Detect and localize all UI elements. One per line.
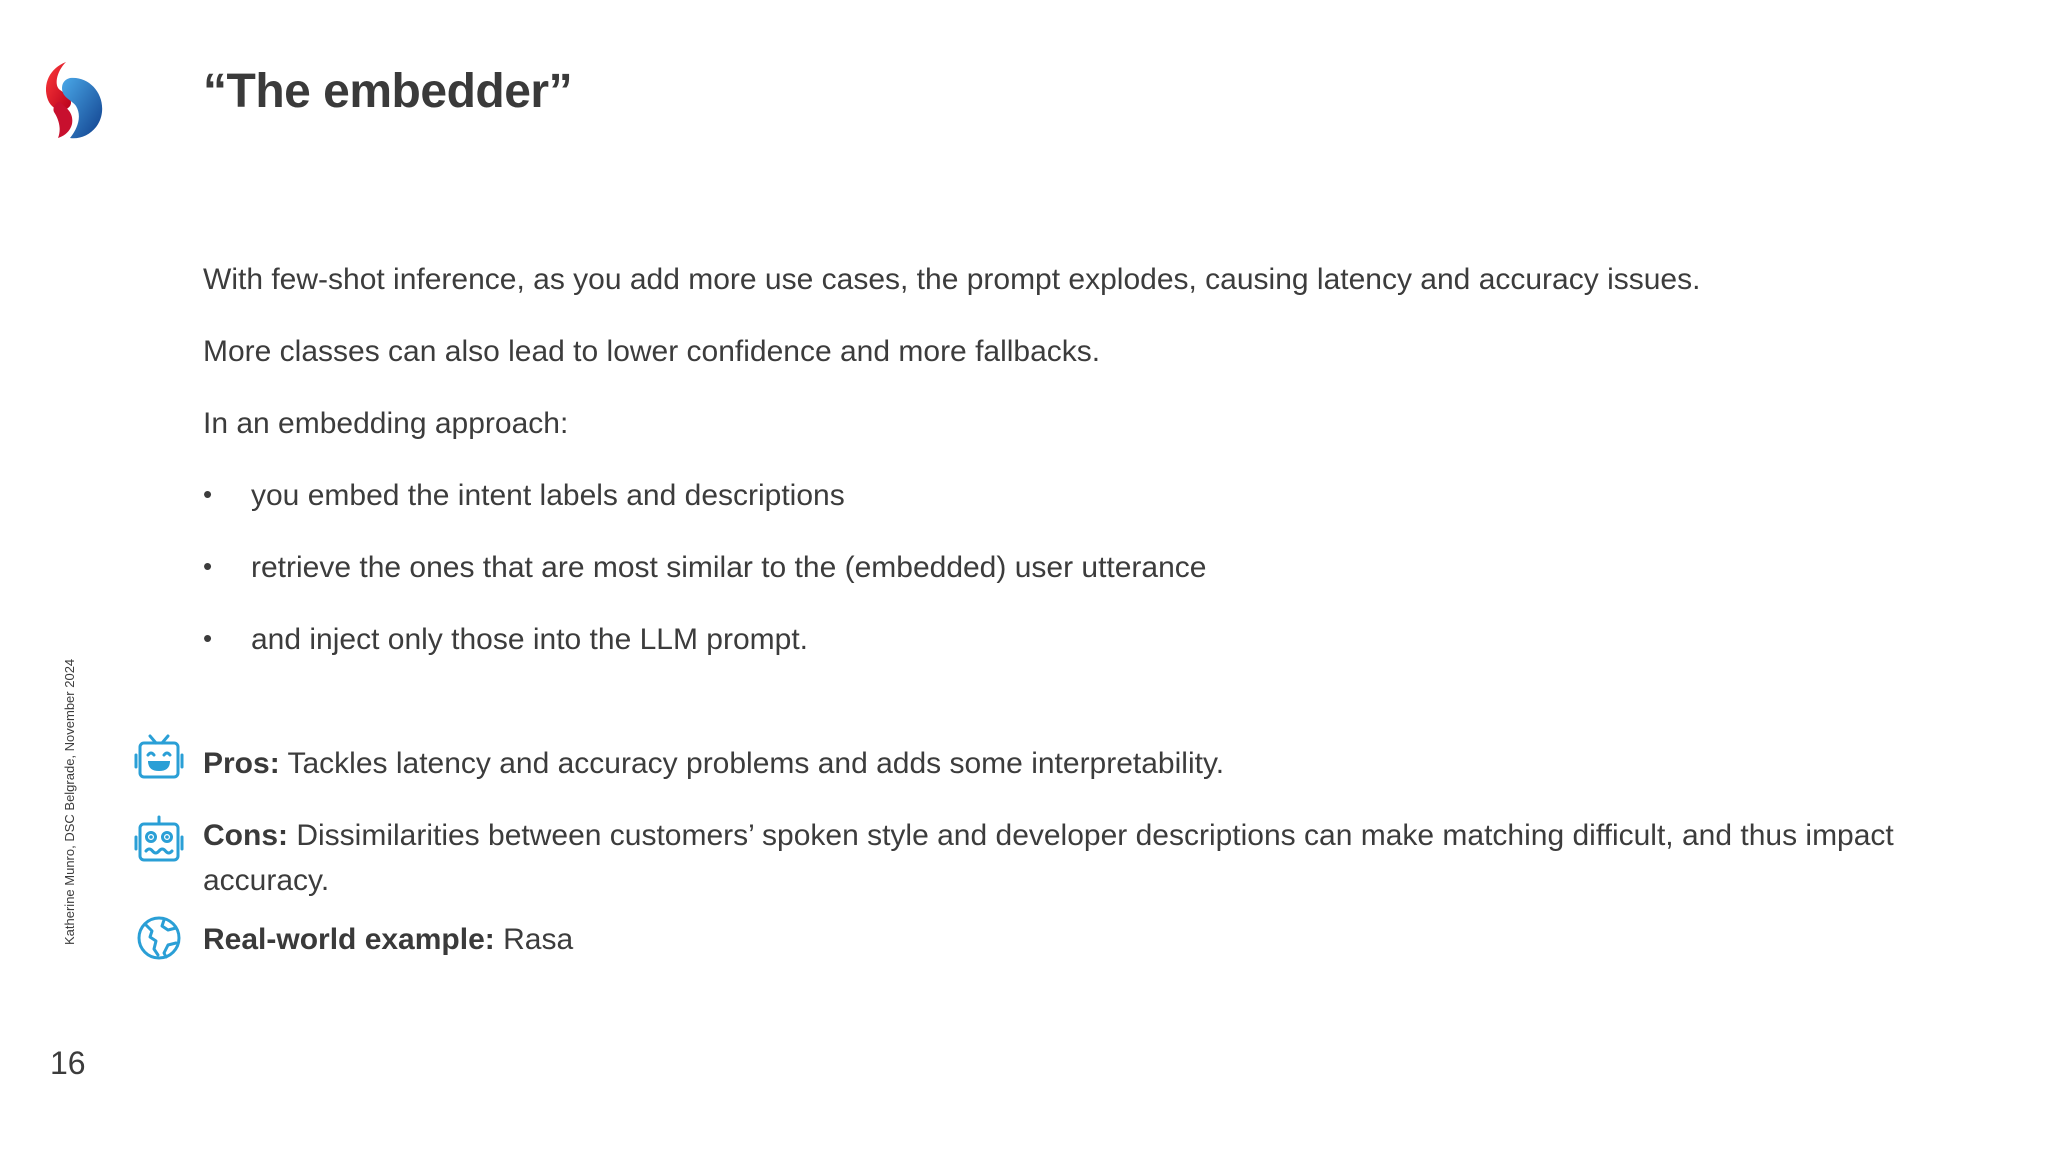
page-title: “The embedder” — [203, 65, 573, 118]
bullet-text: you embed the intent labels and descriptions — [251, 479, 845, 512]
page-number: 16 — [50, 1045, 86, 1081]
paragraph-3: In an embedding approach: — [203, 407, 569, 440]
example-item — [203, 917, 1903, 962]
cons-text: Dissimilarities between customers’ spoken style and developer descriptions can make matching difficult, and thus impact accuracy. — [203, 819, 1894, 897]
example-text: Rasa — [494, 923, 574, 956]
bullet-dot: • — [203, 479, 213, 509]
pros-item — [203, 741, 1903, 786]
pros-label: Pros: — [203, 747, 280, 780]
pros-text: Tackles latency and accuracy problems and adds some interpretability. — [279, 747, 1225, 780]
bullet-dot: • — [203, 551, 213, 581]
example-label: Real-world example: — [203, 923, 495, 956]
paragraph-1: With few-shot inference, as you add more use cases, the prompt explodes, causing latency and accuracy issues. — [203, 263, 1701, 296]
bullet-text: and inject only those into the LLM prompt. — [251, 623, 808, 656]
cons-label: Cons: — [203, 819, 288, 852]
paragraph-2: More classes can also lead to lower confidence and more fallbacks. — [203, 335, 1101, 368]
cons-item — [203, 813, 1903, 903]
footer-credit: Katherine Munro, DSC Belgrade, November 2024 — [62, 658, 77, 945]
globe-icon — [134, 913, 184, 963]
bullet-text: retrieve the ones that are most similar to the (embedded) user utterance — [251, 551, 1207, 584]
happy-robot-icon — [134, 733, 184, 783]
swisscom-logo-icon — [40, 58, 106, 142]
bullet-dot: • — [203, 623, 213, 653]
sad-robot-icon — [134, 815, 184, 865]
